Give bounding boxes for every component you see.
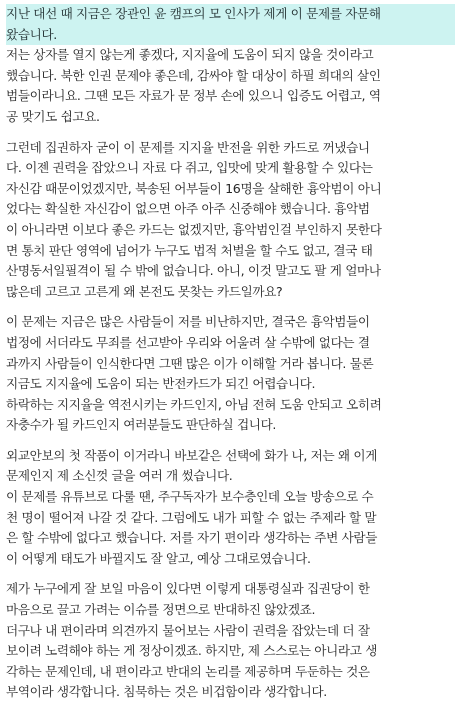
text-line: 이 어떻게 태도가 바뀔지도 잘 알고, 예상 그대로였습니다. <box>6 550 311 566</box>
text-line: 천 명이 떨어져 나갈 것 같다. 그럼에도 내가 피할 수 없는 주제라 할 말 <box>6 509 377 525</box>
text-line: 산명동서일필격이 될 수 밖에 없습니다. 아니, 이것 말고도 팔 게 얼마나 <box>6 263 381 279</box>
text-line: 각하는 문제인데, 내 편이라고 반대의 논리를 제공하며 두둔하는 것은 <box>6 663 370 679</box>
paragraph-spacer <box>6 436 455 446</box>
text-line: 이 문제는 지금은 많은 사람들이 저를 비난하지만, 결국은 흉악범들이 <box>6 314 370 330</box>
text-line: 자신감 때문이었겠지만, 북송된 어부들이 16명을 살해한 흉악범이 아니 <box>6 180 382 196</box>
text-line: 법정에 서더라도 무죄를 선고받아 우리와 어울려 살 수밖에 없다는 결 <box>6 334 370 350</box>
text-line: 이 아니라면 이보다 좋은 카드는 없겠지만, 흉악범인걸 부인하지 못한다 <box>6 221 382 237</box>
text-line: 제가 누구에게 잘 보일 마음이 있다면 이렇게 대통령실과 집권당이 한 <box>6 581 370 597</box>
highlighted-line: 지난 대선 때 지금은 장관인 윤 캠프의 모 인사가 제게 이 문제를 자문해 <box>6 4 455 25</box>
text-line: 지금도 지지율에 도움이 되는 반전카드가 되긴 어렵습니다. <box>6 376 316 392</box>
text-line: 이 문제를 유튜브로 다룰 땐, 주구독자가 보수층인데 오늘 방송으로 수 <box>6 489 374 505</box>
text-line: 과까지 사람들이 인식한다면 그땐 많은 이가 이해할 거라 봅니다. 물론 <box>6 355 374 371</box>
paragraph-intro <box>6 4 455 45</box>
text-line: 마음으로 끌고 가려는 이슈를 정면으로 반대하진 않았겠죠. <box>6 602 316 618</box>
paragraph-spacer <box>6 569 455 579</box>
text-line: 은 할 수밖에 없다고 했습니다. 저를 자기 편이라 생각하는 주변 사람들 <box>6 530 378 546</box>
paragraph-criticism <box>6 312 455 436</box>
highlighted-line: 왔습니다. <box>6 25 455 46</box>
text-line: 더구나 내 편이라며 의견까지 물어보는 사람이 권력을 잡았는데 더 잘 <box>6 622 370 638</box>
text-line: 저는 상자를 열지 않는게 좋겠다, 지지율에 도움이 되지 않을 것이라고 <box>6 47 374 63</box>
text-line: 보이려 노력해야 하는 게 정상이겠죠. 하지만, 제 스스로는 아니라고 생 <box>6 643 378 659</box>
text-line: 그런데 집권하자 굳이 이 문제를 지지율 반전을 위한 카드로 꺼냈습니 <box>6 139 370 155</box>
text-line: 문제인지 제 소신껏 글을 여러 개 썼습니다. <box>6 468 233 484</box>
text-line: 범들이라니요. 그땐 모든 자료가 문 정부 손에 있으니 입증도 어렵고, 역 <box>6 88 381 104</box>
text-line: 공 맞기도 쉽고요. <box>6 108 100 124</box>
text-line: 부역이라 생각합니다. 침묵하는 것은 비겁함이라 생각합니다. <box>6 684 327 700</box>
paragraph-conclusion <box>6 579 455 703</box>
paragraph-spacer <box>6 128 455 138</box>
paragraph-card <box>6 138 455 303</box>
text-line: 하락하는 지지율을 역전시키는 카드인지, 아님 전혀 도움 안되고 오히려 <box>6 396 382 412</box>
paragraph-advice <box>6 45 455 127</box>
text-line: 었다는 확실한 자신감이 없으면 아주 아주 신중해야 했습니다. 흉악범 <box>6 201 370 217</box>
text-line: 했습니다. 북한 인권 문제야 좋은데, 감싸야 할 대상이 하필 희대의 살인 <box>6 67 381 83</box>
paragraph-youtube <box>6 446 455 570</box>
paragraph-spacer <box>6 302 455 312</box>
text-line: 외교안보의 첫 작품이 이거라니 바보같은 선택에 화가 나, 저는 왜 이게 <box>6 447 378 463</box>
text-line: 면 통치 판단 영역에 넘어가 누구도 법적 처벌을 할 수도 없고, 결국 태 <box>6 242 373 258</box>
text-line: 자충수가 될 카드인지 여러분들도 판단하실 겁니다. <box>6 417 277 433</box>
text-line: 많은데 고르고 고른게 왜 본전도 못찾는 카드일까요? <box>6 283 283 299</box>
text-line: 다. 이젠 권력을 잡았으니 자료 다 쥐고, 입맛에 맞게 활용할 수 있다는 <box>6 160 373 176</box>
